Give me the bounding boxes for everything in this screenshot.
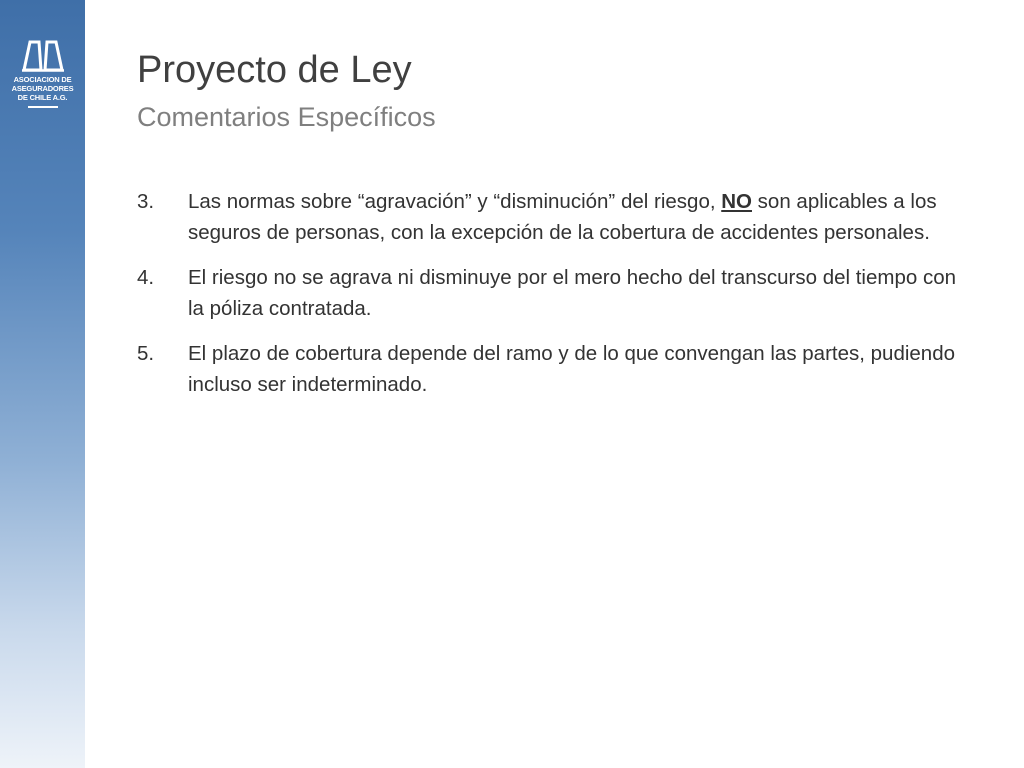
slide-subtitle: Comentarios Específicos: [137, 102, 436, 132]
item-text: El riesgo no se agrava ni disminuye por el mero hecho del transcurso del tiempo con la póliza contratada.: [188, 266, 957, 320]
item-number: 3.: [137, 190, 155, 213]
logo-text-line-2: ASEGURADORES: [11, 84, 74, 93]
item-text: El plazo de cobertura depende del ramo y de lo que convengan las partes, pudiendo incluso ser indeterminado.: [188, 342, 956, 396]
logo-text-line-3: DE CHILE A.G.: [17, 93, 68, 102]
item-number: 4.: [137, 266, 155, 289]
list-item: [137, 186, 967, 248]
list-item: [137, 338, 967, 400]
logo-text-line-1: ASOCIACION DE: [13, 75, 72, 84]
list-item: [137, 262, 967, 324]
item-number: 5.: [137, 342, 155, 365]
logo-emblem-icon: [20, 38, 66, 72]
comments-list: [137, 186, 967, 414]
item-emphasis: NO: [721, 190, 752, 213]
sidebar: [0, 0, 85, 768]
item-text-before: Las normas sobre “agravación” y “disminución” del riesgo,: [188, 190, 722, 213]
association-logo: [0, 38, 85, 108]
item-text-after: son aplicables a los seguros de personas, con la excepción de la cobertura de accidentes personales.: [188, 190, 937, 244]
logo-underline: [28, 106, 58, 108]
slide-title: Proyecto de Ley: [137, 49, 412, 91]
